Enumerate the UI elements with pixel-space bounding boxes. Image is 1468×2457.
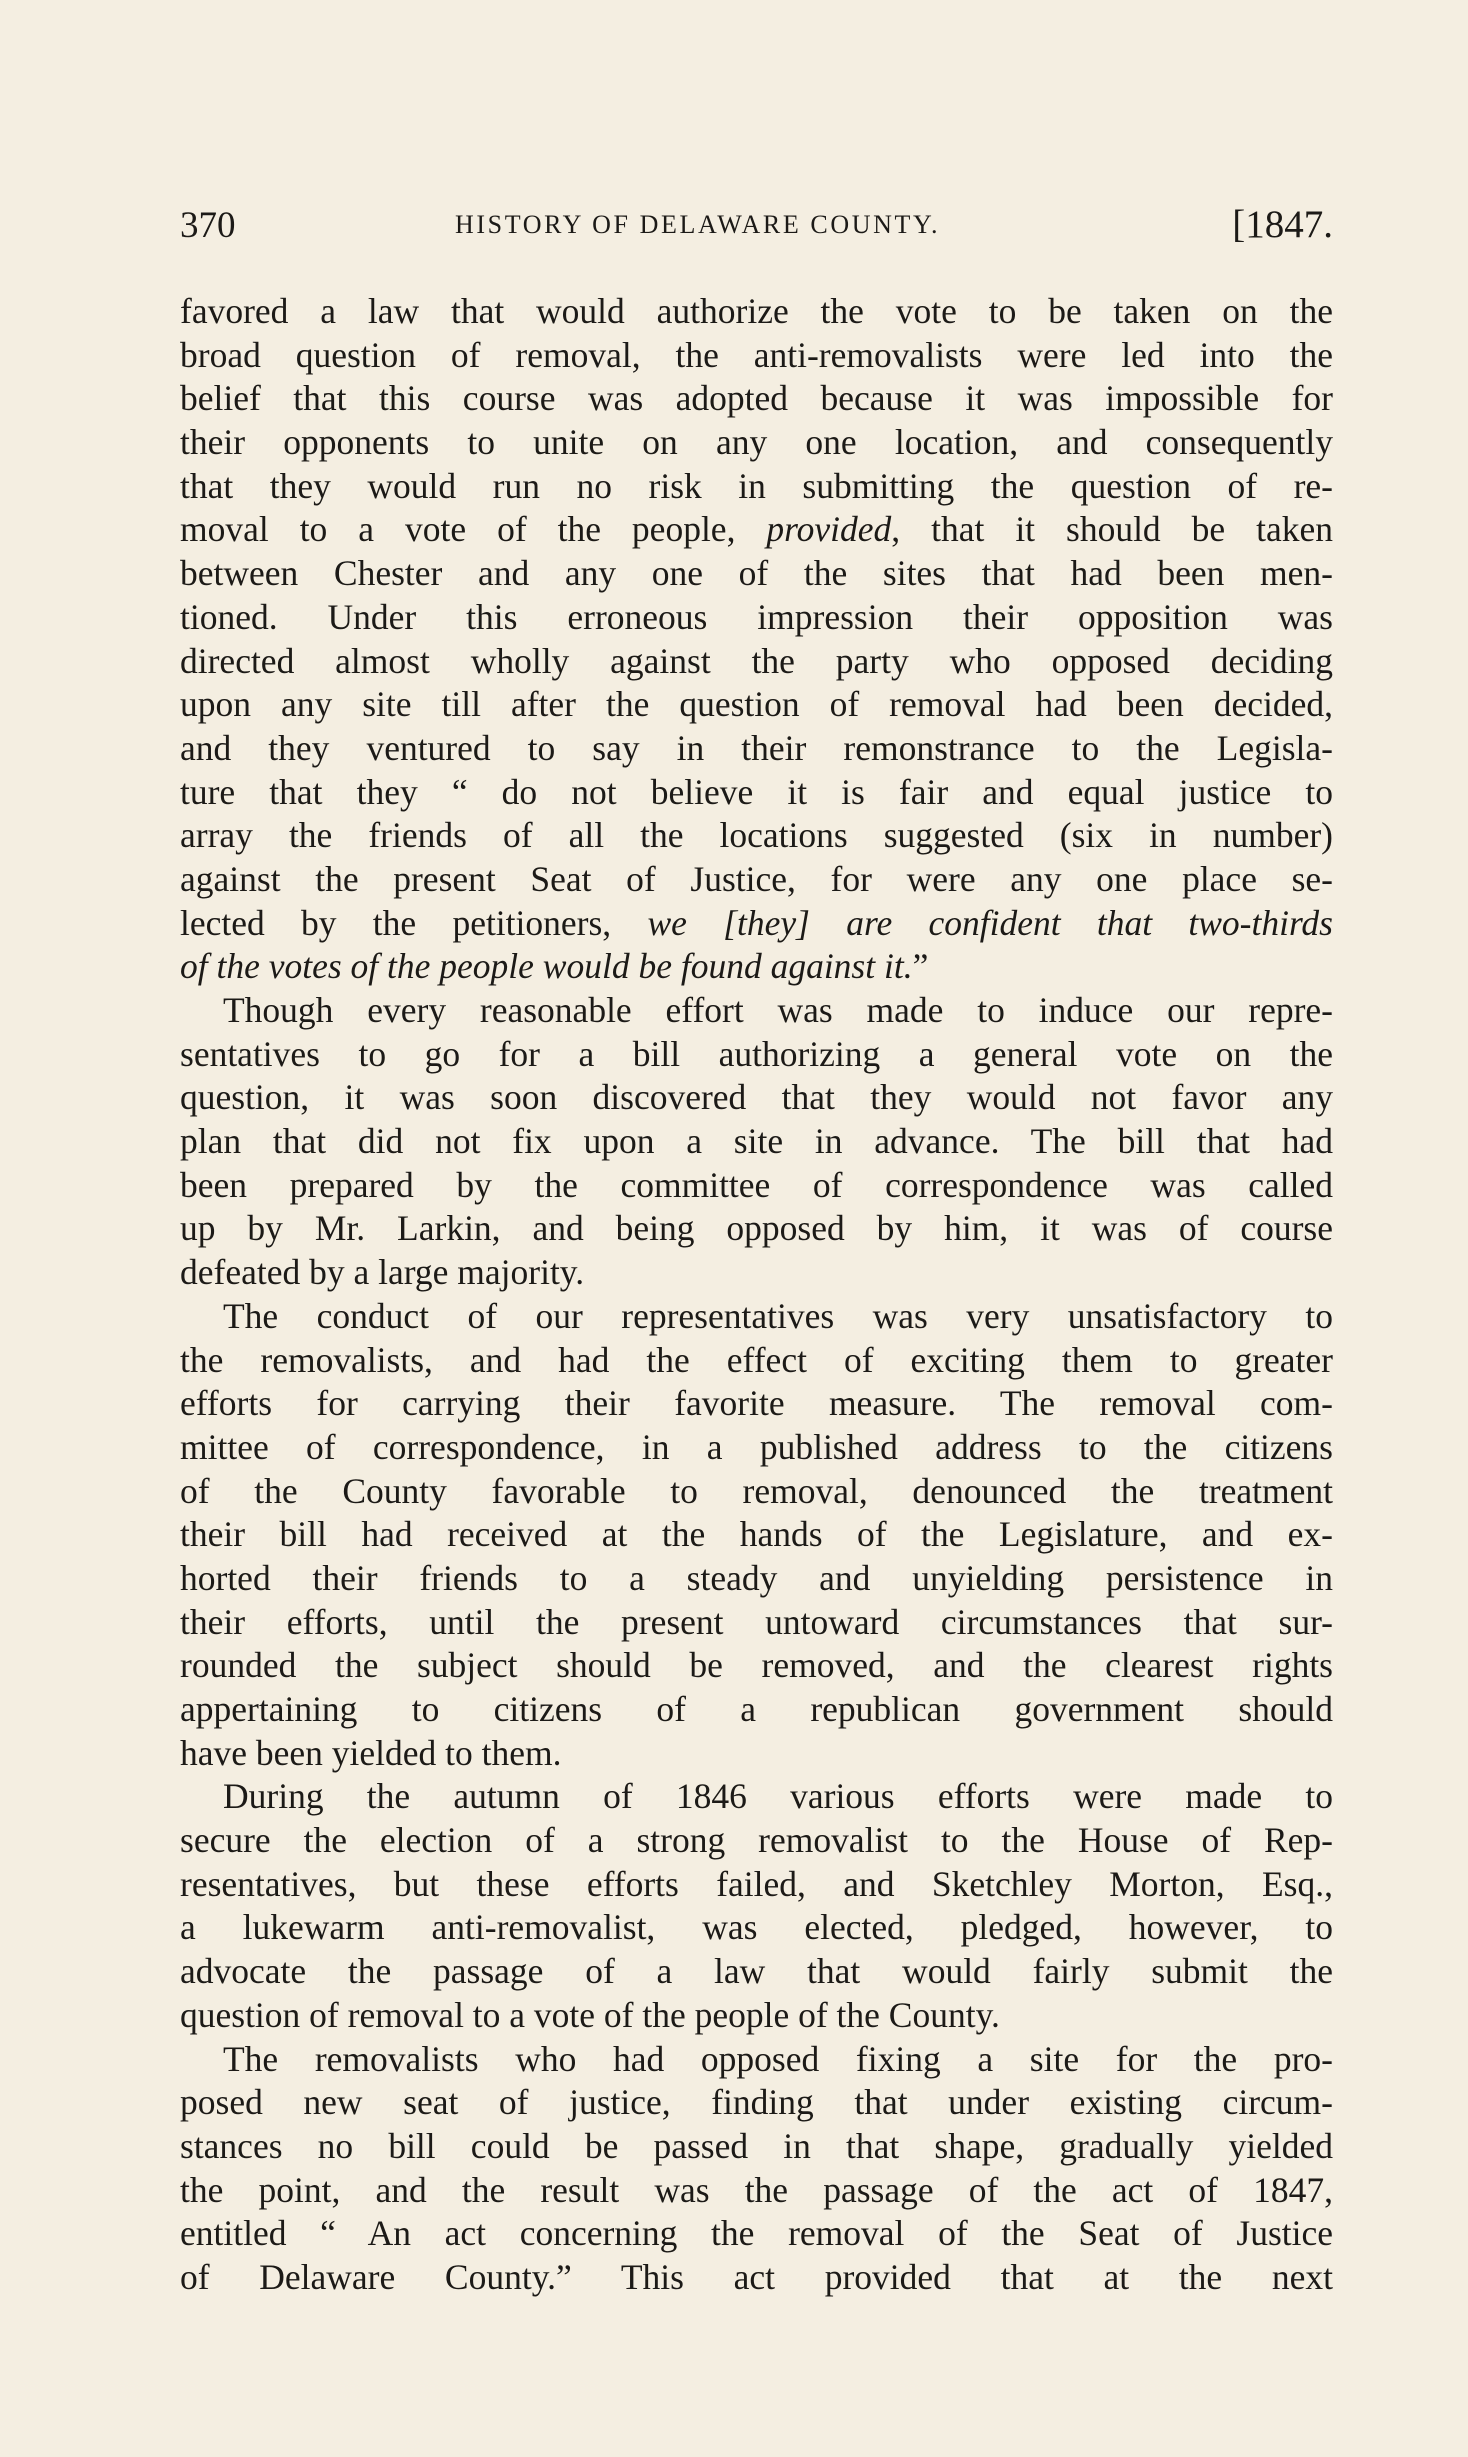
text-line: the removalists, and had the effect of exciting them to greater: [180, 1339, 1333, 1380]
text-line: a lukewarm anti-removalist, was elected, pledged, however, to: [180, 1907, 1333, 1948]
text-line: belief that this course was adopted because it was impossible for: [180, 378, 1333, 419]
text-line: During the autumn of 1846 various efforts were made to: [223, 1776, 1333, 1817]
text-line: and they ventured to say in their remonstrance to the Legisla-: [180, 727, 1333, 768]
text-line: that they would run no risk in submitting the question of re-: [180, 465, 1333, 506]
text-line: upon any site till after the question of removal had been decided,: [180, 684, 1333, 725]
italic-text-segment: of the votes of the people would be found against it.: [180, 946, 913, 987]
text-line: advocate the passage of a law that would fairly submit the: [180, 1951, 1333, 1992]
text-line: horted their friends to a steady and unyielding persistence in: [180, 1557, 1333, 1598]
text-segment: moval to a vote of the people,: [180, 509, 767, 550]
text-line: [180, 945, 1333, 989]
text-line: favored a law that would authorize the vote to be taken on the: [180, 291, 1333, 331]
text-line: question of removal to a vote of the people of the County.: [180, 1994, 1000, 2035]
text-line: entitled “ An act concerning the removal of the Seat of Justice: [180, 2213, 1333, 2254]
text-line: [180, 508, 1333, 552]
text-line: of Delaware County.” This act provided that at the next: [180, 2256, 1333, 2297]
text-line: The conduct of our representatives was very unsatisfactory to: [223, 1295, 1333, 1336]
text-line: the point, and the result was the passage of the act of 1847,: [180, 2169, 1333, 2210]
text-line: up by Mr. Larkin, and being opposed by him, it was of course: [180, 1208, 1333, 1249]
text-line: array the friends of all the locations suggested (six in number): [180, 815, 1333, 856]
text-line: defeated by a large majority.: [180, 1252, 585, 1293]
text-line: directed almost wholly against the party who opposed deciding: [180, 640, 1333, 681]
text-line: efforts for carrying their favorite measure. The removal com-: [180, 1383, 1333, 1424]
text-line: ture that they “ do not believe it is fair and equal justice to: [180, 771, 1333, 812]
text-line: [180, 902, 1333, 946]
text-segment: , that it should be taken: [891, 509, 1333, 550]
text-line: question, it was soon discovered that they would not favor any: [180, 1077, 1333, 1118]
text-line: plan that did not fix upon a site in advance. The bill that had: [180, 1121, 1333, 1162]
page-number: 370: [180, 205, 236, 246]
italic-text-segment: we [they] are confident that two-thirds: [647, 902, 1334, 943]
text-line: their opponents to unite on any one location, and consequently: [180, 422, 1333, 463]
text-line: between Chester and any one of the sites that had been men-: [180, 553, 1333, 594]
text-line: The removalists who had opposed fixing a site for the pro-: [223, 2038, 1333, 2079]
text-line: tioned. Under this erroneous impression their opposition was: [180, 596, 1333, 637]
text-line: rounded the subject should be removed, and the clearest rights: [180, 1645, 1333, 1686]
text-line: appertaining to citizens of a republican government should: [180, 1689, 1333, 1729]
text-line: posed new seat of justice, finding that under existing circum-: [180, 2082, 1333, 2123]
text-line: against the present Seat of Justice, for were any one place se-: [180, 858, 1333, 899]
text-line: been prepared by the committee of correspondence was called: [180, 1164, 1333, 1205]
text-line: Though every reasonable effort was made to induce our repre-: [223, 990, 1333, 1030]
text-line: sentatives to go for a bill authorizing a general vote on the: [180, 1033, 1333, 1074]
text-line: their bill had received at the hands of the Legislature, and ex-: [180, 1514, 1333, 1555]
text-line: have been yielded to them.: [180, 1732, 562, 1773]
text-segment: ”: [912, 946, 929, 987]
header-year: [1847.: [1232, 203, 1333, 246]
text-line: of the County favorable to removal, denounced the treatment: [180, 1470, 1333, 1511]
text-segment: lected by the petitioners,: [180, 902, 648, 943]
body-text: [180, 290, 1333, 2300]
text-line: stances no bill could be passed in that shape, gradually yielded: [180, 2125, 1333, 2166]
italic-text-segment: provided: [766, 509, 892, 550]
page-header: [180, 200, 1333, 256]
text-line: secure the election of a strong removalist to the House of Rep-: [180, 1820, 1333, 1861]
text-line: their efforts, until the present untoward circumstances that sur-: [180, 1601, 1333, 1642]
text-line: broad question of removal, the anti-removalists were led into the: [180, 334, 1333, 375]
text-line: mittee of correspondence, in a published address to the citizens: [180, 1426, 1333, 1467]
running-title: HISTORY OF DELAWARE COUNTY.: [455, 210, 941, 239]
text-line: resentatives, but these efforts failed, and Sketchley Morton, Esq.,: [180, 1863, 1333, 1904]
